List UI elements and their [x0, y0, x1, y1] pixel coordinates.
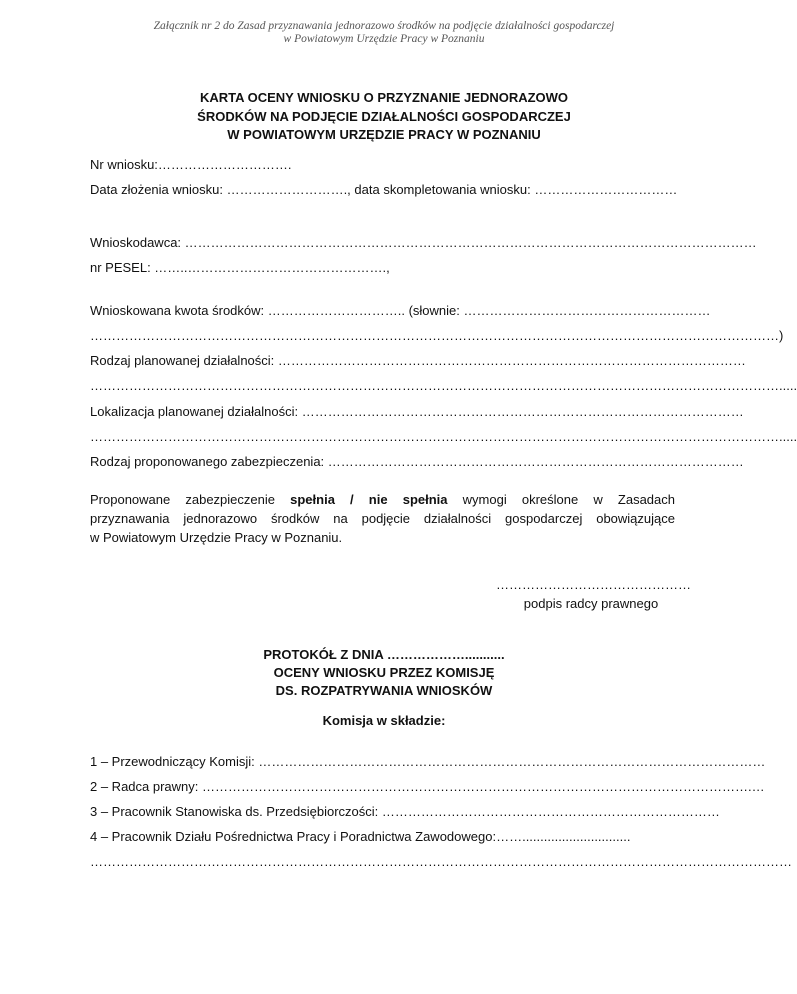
- applicant-field: Wnioskodawca: ……………………………………………………………………………………………………………………: [90, 235, 757, 250]
- header-line-1: Załącznik nr 2 do Zasad przyznawania jednorazowo środków na podjęcie działalności gospodarczej: [153, 20, 615, 32]
- header-line-2: w Powiatowym Urzędzie Pracy w Poznaniu: [283, 33, 485, 45]
- commission-member-4: 4 – Pracownik Działu Pośrednictwa Pracy i Poradnictwa Zawodowego:……..............................: [90, 829, 631, 844]
- paragraph-text-2: wymogi określone w Zasadach: [447, 492, 675, 507]
- protocol-heading: [0, 646, 768, 700]
- requested-amount-continuation: ……………………………………………………………………………………………………………………………………………): [90, 328, 784, 343]
- signature-line: ………………………………………: [496, 577, 691, 592]
- business-type-field: Rodzaj planowanej działalności: ………………………………………………………………………………………………: [90, 353, 746, 368]
- commission-member-2: 2 – Radca prawny: ……………………………………………………………………………………………………………….…: [90, 779, 765, 794]
- commission-heading: Komisja w składzie:: [322, 713, 446, 728]
- paragraph-text-1: Proponowane zabezpieczenie: [90, 492, 291, 507]
- meets-requirements-choice: spełnia / nie spełnia: [290, 492, 448, 507]
- protocol-line-1: PROTOKÓŁ Z DNIA ………………...........: [263, 647, 505, 662]
- form-title: [0, 89, 768, 145]
- security-type-field: Rodzaj proponowanego zabezpieczenia: ……………………………………………………………………………………: [90, 454, 744, 469]
- document-header: [0, 20, 768, 46]
- paragraph-line-1: [90, 490, 675, 509]
- commission-member-1: 1 – Przewodniczący Komisji: ………………………………………………………………………………………………………: [90, 754, 766, 769]
- pesel-field: nr PESEL: ……..……………………………………….,: [90, 260, 390, 275]
- security-assessment-paragraph: [90, 490, 675, 547]
- signature-label: podpis radcy prawnego: [523, 596, 659, 611]
- paragraph-line-3: w Powiatowym Urzędzie Pracy w Poznaniu.: [90, 530, 343, 545]
- protocol-line-2: OCENY WNIOSKU PRZEZ KOMISJĘ: [273, 665, 495, 680]
- business-type-continuation: …………………………………………………………………………………………………………………………………………….....: [90, 378, 797, 393]
- submission-date-field: Data złożenia wniosku: ………………………., data skompletowania wniosku: ……………………………: [90, 182, 678, 197]
- title-line-1: KARTA OCENY WNIOSKU O PRZYZNANIE JEDNORAZOWO: [199, 90, 569, 105]
- commission-member-continuation: ………………………………………………………………………………………………………………………………………………: [90, 854, 792, 869]
- requested-amount-field: Wnioskowana kwota środków: ………………………….. (słownie: …………………………………………………: [90, 303, 711, 318]
- title-line-2: ŚRODKÓW NA PODJĘCIE DZIAŁALNOŚCI GOSPODARCZEJ: [197, 108, 571, 124]
- business-location-field: Lokalizacja planowanej działalności: …………………………………………………………………………………………: [90, 404, 744, 419]
- commission-member-3: 3 – Pracownik Stanowiska ds. Przedsiębiorczości: ……………………………………………………………………: [90, 804, 720, 819]
- application-number-field: Nr wniosku:………………………….: [90, 157, 292, 172]
- title-line-3: W POWIATOWYM URZĘDZIE PRACY W POZNANIU: [227, 127, 541, 142]
- business-location-continuation: …………………………………………………………………………………………………………………………………………….....: [90, 429, 797, 444]
- protocol-line-3: DS. ROZPATRYWANIA WNIOSKÓW: [275, 683, 493, 698]
- paragraph-line-2: przyznawania jednorazowo środków na podjęcie działalności gospodarczej obowiązujące: [90, 511, 675, 526]
